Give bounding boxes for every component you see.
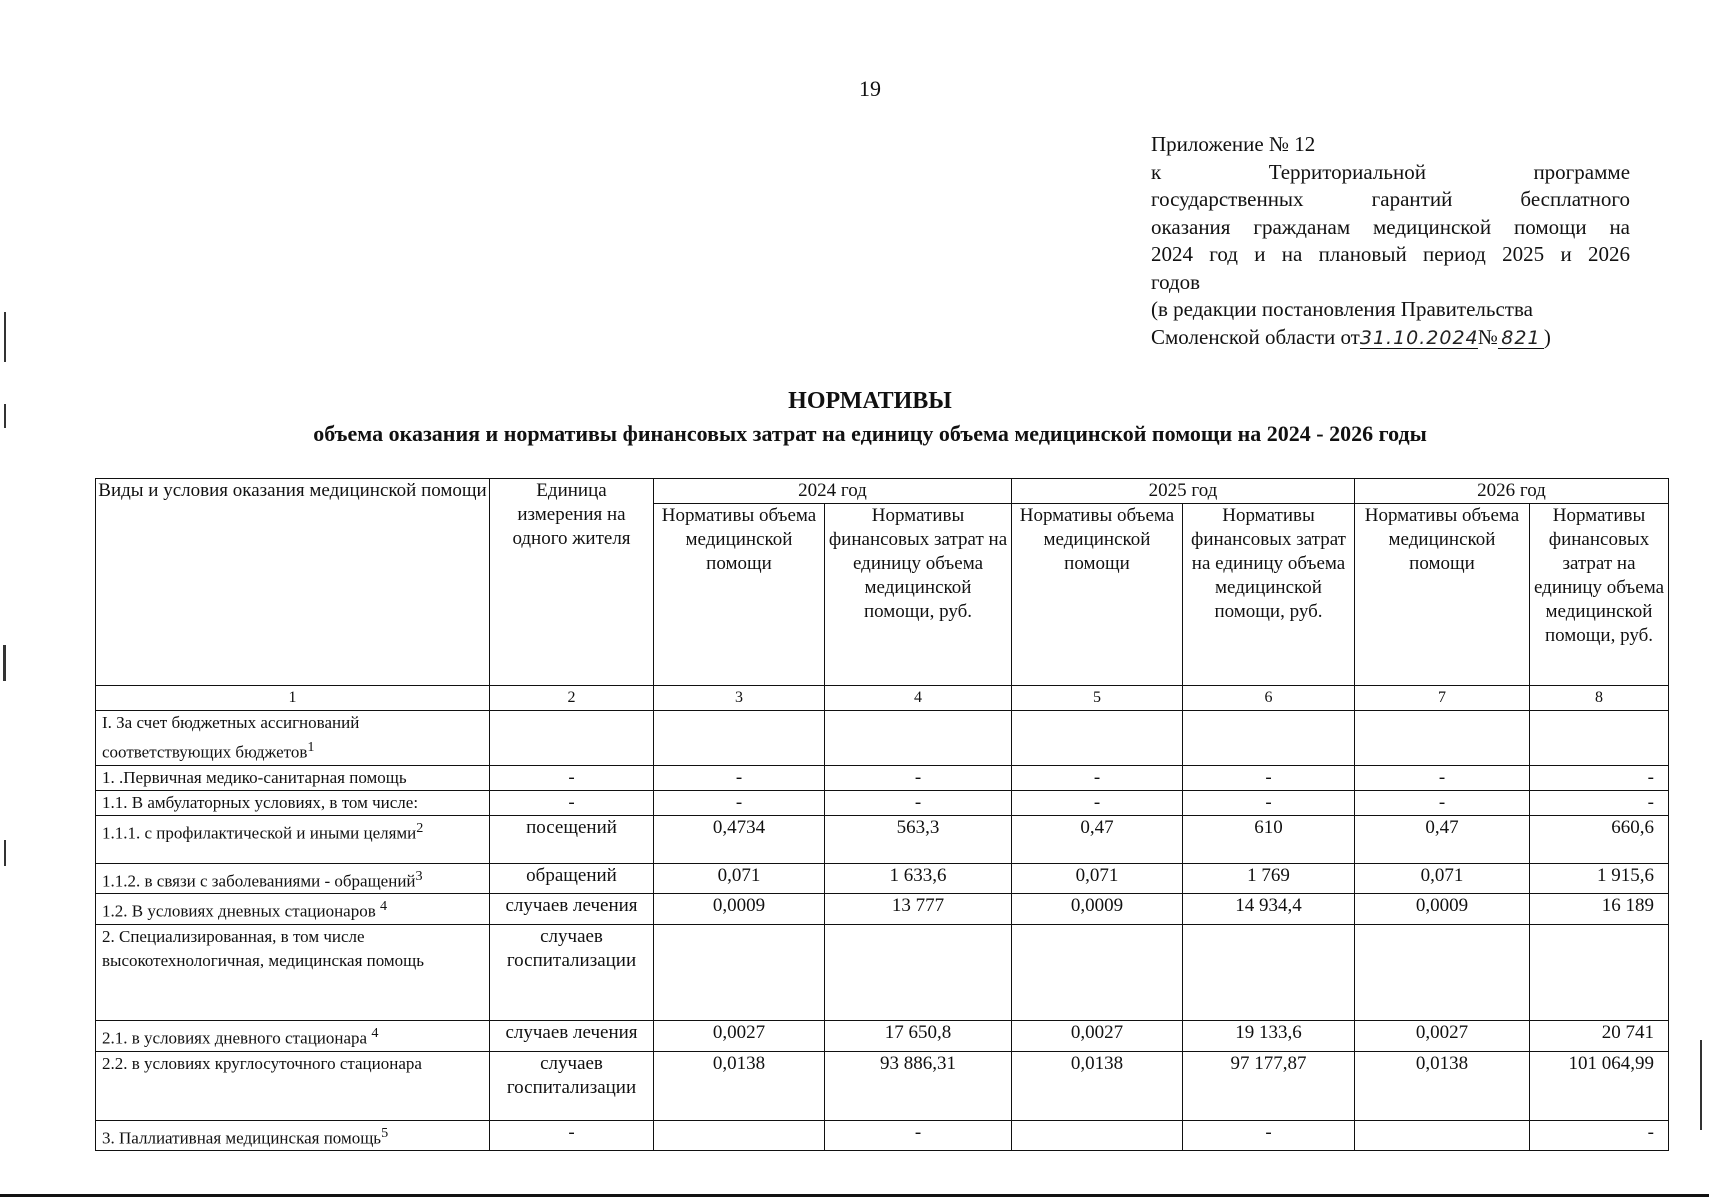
column-number: 1 bbox=[96, 686, 490, 711]
column-number: 6 bbox=[1183, 686, 1355, 711]
row-name: 3. Паллиативная медицинская помощь$^5$ bbox=[96, 1120, 490, 1151]
annex-line: государственных гарантий бесплатного bbox=[1151, 187, 1630, 211]
row-name: 1. .Первичная медико-санитарная помощь bbox=[96, 765, 490, 790]
column-number: 5 bbox=[1012, 686, 1183, 711]
annex-line: к Территориальной программе bbox=[1151, 159, 1631, 184]
header-year-2024: 2024 год bbox=[654, 479, 1012, 504]
table-row: 2. Специализированная, в том числе высокотехнологичная, медицинская помощь случаев госпитализации bbox=[96, 924, 1669, 1020]
annex-block bbox=[1151, 131, 1630, 351]
annex-line: 2024 год и на плановый период 2025 и 2026 bbox=[1151, 242, 1630, 266]
annex-title: Приложение № 12 bbox=[1151, 132, 1316, 156]
header-row-years bbox=[96, 479, 1669, 504]
header-volume-2025: Нормативы объема медицинской помощи bbox=[1012, 504, 1183, 686]
column-number: 7 bbox=[1355, 686, 1530, 711]
row-name: 2.2. в условиях круглосуточного стационара bbox=[96, 1051, 490, 1120]
row-name: 2. Специализированная, в том числе высокотехнологичная, медицинская помощь bbox=[96, 924, 490, 1020]
header-finance-2025: Нормативы финансовых затрат на единицу объема медицинской помощи, руб. bbox=[1183, 504, 1355, 686]
annex-line: Смоленской области от31.10.2024№ 821 ) bbox=[1151, 324, 1551, 349]
header-finance-2026: Нормативы финансовых затрат на единицу объема медицинской помощи, руб. bbox=[1530, 504, 1669, 686]
header-volume-2026: Нормативы объема медицинской помощи bbox=[1355, 504, 1530, 686]
table-row: 1.1. В амбулаторных условиях, в том числе: - - - - - - - bbox=[96, 790, 1669, 815]
header-col-1: Виды и условия оказания медицинской помощи bbox=[96, 479, 490, 686]
row-name: 2.1. в условиях дневного стационара $^4$ bbox=[96, 1020, 490, 1051]
scan-artifact bbox=[4, 404, 6, 428]
annex-line: годов bbox=[1151, 269, 1201, 294]
header-finance-2024: Нормативы финансовых затрат на единицу объема медицинской помощи, руб. bbox=[825, 504, 1012, 686]
annex-line: (в редакции постановления Правительства bbox=[1151, 297, 1533, 321]
header-year-2025: 2025 год bbox=[1012, 479, 1355, 504]
document-title: НОРМАТИВЫ bbox=[788, 388, 952, 414]
table-row: 1.2. В условиях дневных стационаров $^4$ случаев лечения 0,0009 13 777 0,0009 14 934,4 0,0009 16 189 bbox=[96, 894, 1669, 925]
row-name: 1.2. В условиях дневных стационаров $^4$ bbox=[96, 894, 490, 925]
table-row: 3. Паллиативная медицинская помощь$^5$ - - - - bbox=[96, 1120, 1669, 1151]
scan-artifact bbox=[1700, 1040, 1702, 1130]
row-name: I. За счет бюджетных ассигнований соответствующих бюджетов$^1$ bbox=[96, 711, 490, 766]
norms-table bbox=[95, 478, 1669, 1151]
row-name: 1.1.2. в связи с заболеваниями - обращений$^3$ bbox=[96, 863, 490, 894]
column-number: 3 bbox=[654, 686, 825, 711]
header-col-2: Единица измерения на одного жителя bbox=[490, 479, 654, 686]
scan-artifact bbox=[4, 312, 6, 362]
handwritten-date: 31.10.2024 bbox=[1359, 326, 1479, 349]
table-row: 1.1.2. в связи с заболеваниями - обращений$^3$ обращений 0,071 1 633,6 0,071 1 769 0,071 1 915,6 bbox=[96, 863, 1669, 894]
header-year-2026: 2026 год bbox=[1355, 479, 1669, 504]
table-row: 1.1.1. с профилактической и иными целями$^2$ посещений 0,4734 563,3 0,47 610 0,47 660,6 bbox=[96, 815, 1669, 863]
annex-line: оказания гражданам медицинской помощи на bbox=[1151, 214, 1630, 239]
scan-artifact bbox=[4, 840, 6, 866]
column-number-row bbox=[96, 686, 1669, 711]
column-number: 4 bbox=[825, 686, 1012, 711]
scan-artifact bbox=[3, 645, 6, 681]
header-volume-2024: Нормативы объема медицинской помощи bbox=[654, 504, 825, 686]
column-number: 2 bbox=[490, 686, 654, 711]
table-row: 2.1. в условиях дневного стационара $^4$ случаев лечения 0,0027 17 650,8 0,0027 19 133,6 0,0027 20 741 bbox=[96, 1020, 1669, 1051]
row-name: 1.1. В амбулаторных условиях, в том числе: bbox=[96, 790, 490, 815]
table-row: 1. .Первичная медико-санитарная помощь - - - - - - - bbox=[96, 765, 1669, 790]
table-row: 2.2. в условиях круглосуточного стационара случаев госпитализации 0,0138 93 886,31 0,0138 97 177,87 0,0138 101 064,99 bbox=[96, 1051, 1669, 1120]
handwritten-number: 821 bbox=[1501, 326, 1541, 349]
column-number: 8 bbox=[1530, 686, 1669, 711]
page-number: 19 bbox=[859, 76, 881, 101]
document-subtitle: объема оказания и нормативы финансовых затрат на единицу объема медицинской помощи на 2024 - 2026 годы bbox=[313, 421, 1427, 446]
page-bottom-rule bbox=[0, 1194, 1709, 1197]
row-name: 1.1.1. с профилактической и иными целями$^2$ bbox=[96, 815, 490, 863]
table-row bbox=[96, 711, 1669, 766]
